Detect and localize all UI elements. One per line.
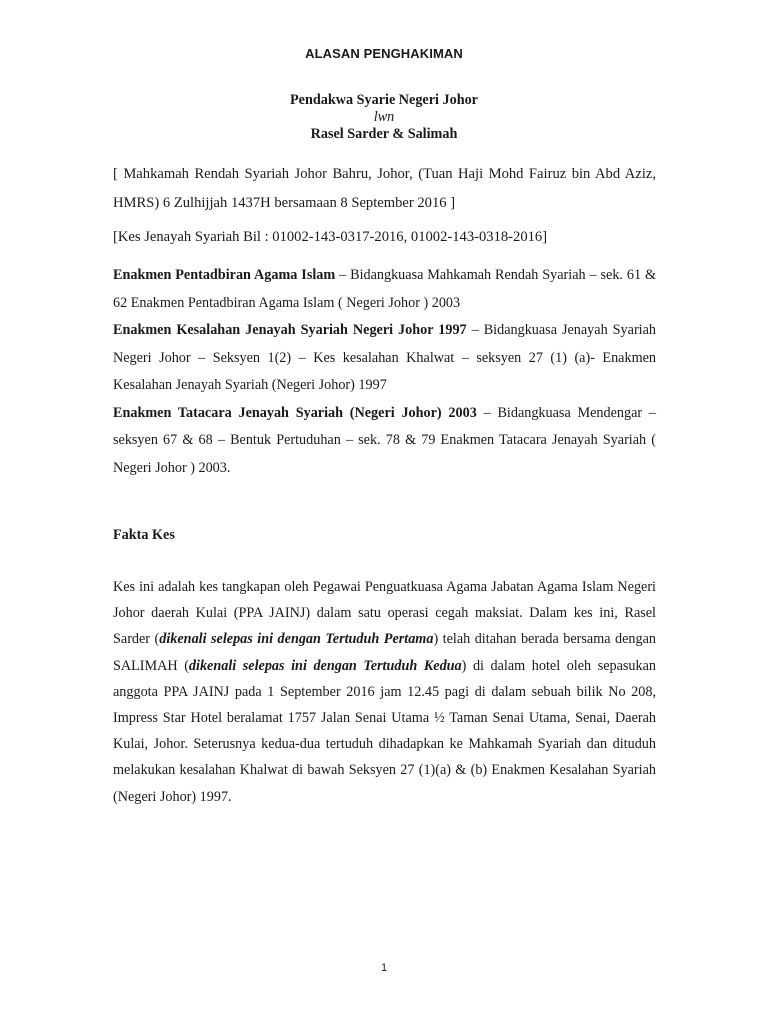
facts-heading: Fakta Kes <box>113 527 175 543</box>
facts-emphasis: dikenali selepas ini dengan Tertuduh Kedua <box>188 657 462 674</box>
plaintiff-name: Pendakwa Syarie Negeri Johor <box>290 92 478 108</box>
document-heading: ALASAN PENGHAKIMAN <box>305 46 463 61</box>
enactments-list <box>113 262 656 482</box>
page-number: 1 <box>380 962 388 974</box>
enactment-title: Enakmen Tatacara Jenayah Syariah (Negeri Johor) 2003 <box>113 404 477 421</box>
enactment-title: Enakmen Kesalahan Jenayah Syariah Negeri Johor 1997 <box>113 322 467 338</box>
facts-text: ) di dalam hotel oleh sepasukan anggota PPA JAINJ pada 1 September 2016 jam 12.45 pagi di dalam sebuah bilik No 208, Impress Star Hotel beralamat 1757 Jalan Senai Utama ½ Taman Senai Utama, Senai, Daerah Kulai, Johor. Seterusnya kedua-dua tertuduh dihadapkan ke Mahkamah Syariah dan dituduh melakukan kesalahan Khalwat di bawah Seksyen 27 (1)(a) & (b) Enakmen Kesalahan Syariah (Negeri Johor) 1997. <box>113 657 656 805</box>
enactment-text: – Bidangkuasa Jenayah Syariah Negeri Johor – Seksyen 1(2) – Kes kesalahan Khalwat – seksyen 27 (1) (a)- Enakmen Kesalahan Jenayah Syariah (Negeri Johor) 1997 <box>113 322 656 393</box>
facts-paragraph <box>113 574 656 810</box>
enactment-title: Enakmen Pentadbiran Agama Islam <box>113 267 336 283</box>
versus-label: lwn <box>373 109 395 125</box>
defendants-names: Rasel Sarder & Salimah <box>310 126 458 142</box>
enactment-item <box>113 317 656 400</box>
enactment-text: – Bidangkuasa Mahkamah Rendah Syariah – sek. 61 & 62 Enakmen Pentadbiran Agama Islam ( Negeri Johor ) 2003 <box>113 267 657 311</box>
facts-emphasis: dikenali selepas ini dengan Tertuduh Pertama <box>159 631 434 648</box>
court-info: [ Mahkamah Rendah Syariah Johor Bahru, Johor, (Tuan Haji Mohd Fairuz bin Abd Aziz, HMRS) 6 Zulhijjah 1437H bersamaan 8 September 2016 ] <box>113 166 656 211</box>
enactment-item <box>113 400 656 483</box>
facts-text: ) telah ditahan berada bersama dengan SALIMAH ( <box>113 631 656 674</box>
enactment-text: – Bidangkuasa Mendengar – seksyen 67 & 68 – Bentuk Pertuduhan – sek. 78 & 79 Enakmen Tatacara Jenayah Syariah ( Negeri Johor ) 2003. <box>113 404 656 476</box>
facts-text: Kes ini adalah kes tangkapan oleh Pegawai Penguatkuasa Agama Jabatan Agama Islam Negeri Johor daerah Kulai (PPA JAINJ) dalam satu operasi cegah maksiat. Dalam kes ini, Rasel Sarder ( <box>113 579 656 648</box>
case-number: [Kes Jenayah Syariah Bil : 01002-143-0317-2016, 01002-143-0318-2016] <box>113 229 548 245</box>
case-title <box>0 92 768 143</box>
enactment-item <box>113 262 656 317</box>
